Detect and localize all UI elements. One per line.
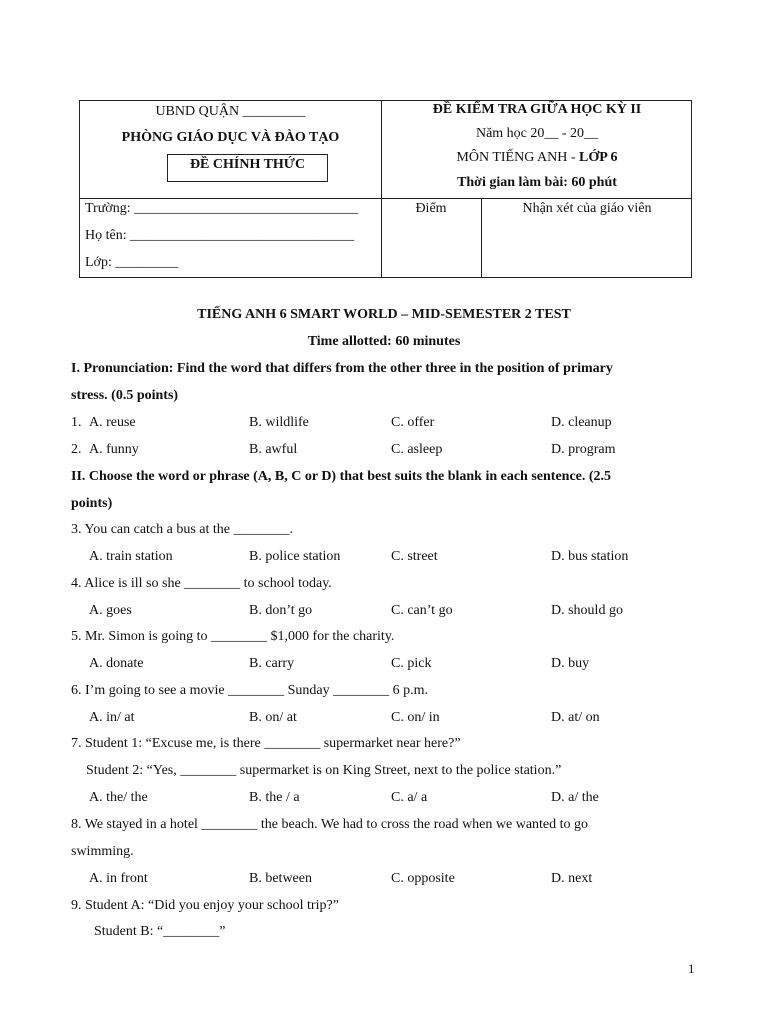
time-allotted: Time allotted: 60 minutes [307,334,461,349]
class-field[interactable]: Lớp: _________ [85,255,179,270]
option-c[interactable]: C. opposite [391,871,455,886]
question-3-text: 3. You can catch a bus at the ________. [71,522,294,537]
option-a[interactable]: A. goes [89,603,132,618]
subject-line [381,150,693,166]
option-d[interactable]: D. cleanup [551,415,612,430]
option-d[interactable]: D. at/ on [551,710,600,725]
question-6-text: 6. I’m going to see a movie ________ Sunday ________ 6 p.m. [71,683,428,698]
name-field[interactable]: Họ tên: ________________________________ [85,228,355,243]
option-c[interactable]: C. can’t go [391,603,453,618]
option-b[interactable]: B. wildlife [249,415,309,430]
official-label: ĐỀ CHÍNH THỨC [167,154,328,182]
option-a[interactable]: A. the/ the [89,790,148,805]
subject-grade: LỚP 6 [579,150,618,165]
district-line: UBND QUẬN _________ [155,104,306,119]
header-table [79,100,692,278]
option-b[interactable]: B. carry [249,656,295,671]
option-b[interactable]: B. police station [249,549,341,564]
section2-heading-cont: points) [71,496,113,511]
question-number: 2. [71,442,82,457]
option-d[interactable]: D. program [551,442,616,457]
option-c[interactable]: C. a/ a [391,790,428,805]
section2-heading: II. Choose the word or phrase (A, B, C or D) that best suits the blank in each sentence. (2.5 [71,469,612,484]
question-8-text-cont: swimming. [71,844,134,859]
option-a[interactable]: A. funny [89,442,139,457]
question-7-text-cont: Student 2: “Yes, ________ supermarket is on King Street, next to the police station.” [86,763,562,778]
test-title: TIẾNG ANH 6 SMART WORLD – MID-SEMESTER 2 TEST [197,307,571,322]
score-label: Điểm [415,201,447,216]
option-a[interactable]: A. reuse [89,415,136,430]
option-c[interactable]: C. pick [391,656,432,671]
option-c[interactable]: C. asleep [391,442,443,457]
exam-time: Thời gian làm bài: 60 phút [457,175,617,190]
option-a[interactable]: A. train station [89,549,173,564]
option-d[interactable]: D. bus station [551,549,629,564]
option-b[interactable]: B. don’t go [249,603,313,618]
section1-heading-cont: stress. (0.5 points) [71,388,179,403]
option-a[interactable]: A. in/ at [89,710,135,725]
header-divider-row [80,198,691,199]
option-b[interactable]: B. awful [249,442,298,457]
question-8-text: 8. We stayed in a hotel ________ the beach. We had to cross the road when we wanted to go [71,817,589,832]
school-year: Năm học 20__ - 20__ [475,126,599,141]
option-a[interactable]: A. in front [89,871,148,886]
school-field[interactable]: Trường: ________________________________ [85,201,359,216]
question-4-text: 4. Alice is ill so she ________ to school today. [71,576,332,591]
question-9-text: 9. Student A: “Did you enjoy your school trip?” [71,898,339,913]
exam-title: ĐỀ KIỂM TRA GIỮA HỌC KỲ II [432,102,642,117]
department-name: PHÒNG GIÁO DỤC VÀ ĐÀO TẠO [121,130,340,145]
question-5-text: 5. Mr. Simon is going to ________ $1,000 for the charity. [71,629,395,644]
section1-heading: I. Pronunciation: Find the word that differs from the other three in the position of primary [71,361,613,376]
option-c[interactable]: C. on/ in [391,710,440,725]
question-number: 1. [71,415,82,430]
subject-name: MÔN TIẾNG ANH - [456,150,580,165]
option-d[interactable]: D. buy [551,656,590,671]
page-number: 1 [688,961,695,976]
option-b[interactable]: B. between [249,871,312,886]
option-b[interactable]: B. the / a [249,790,300,805]
option-d[interactable]: D. next [551,871,593,886]
question-7-text: 7. Student 1: “Excuse me, is there ________ supermarket near here?” [71,736,461,751]
option-c[interactable]: C. street [391,549,438,564]
option-c[interactable]: C. offer [391,415,435,430]
option-a[interactable]: A. donate [89,656,144,671]
question-9-text-cont: Student B: “________” [94,924,226,939]
option-d[interactable]: D. a/ the [551,790,599,805]
option-b[interactable]: B. on/ at [249,710,297,725]
option-d[interactable]: D. should go [551,603,623,618]
teacher-comment-label: Nhận xét của giáo viên [522,201,652,216]
